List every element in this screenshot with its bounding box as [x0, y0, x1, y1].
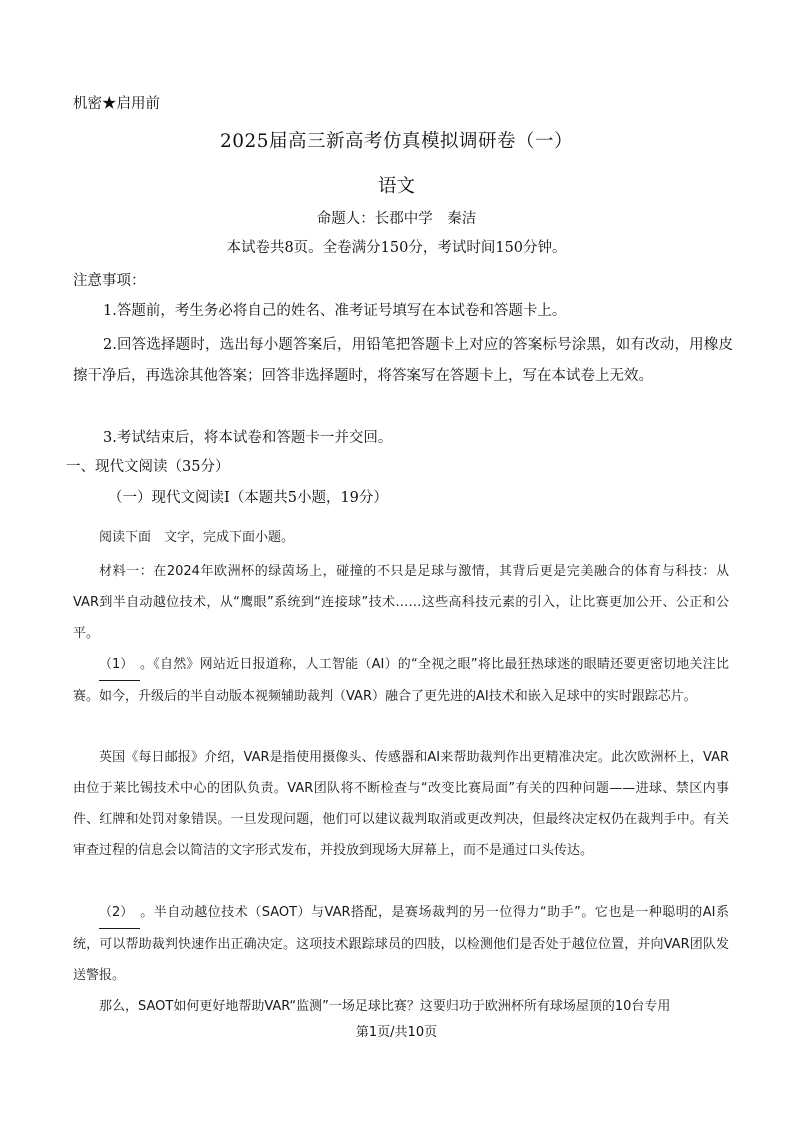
- passage-paragraph-5: 那么，SAOT如何更好地帮助VAR“监测”一场足球比赛？这要归功于欧洲杯所有球场屋顶的10台专用: [99, 999, 671, 1014]
- fill-blank-1: （1）: [99, 649, 140, 681]
- exam-title: 2025届高三新高考仿真模拟调研卷（一）: [219, 131, 574, 152]
- page-number: 第1页/共10页: [355, 1025, 438, 1040]
- author-line: 命题人：长郡中学 秦洁: [316, 211, 477, 227]
- section-heading: 一、现代文阅读（35分）: [66, 459, 230, 475]
- passage-paragraph-3: 英国《每日邮报》介绍，VAR是指使用摄像头、传感器和AI来帮助裁判作出更精准决定。此次欧洲杯上，VAR由位于莱比锡技术中心的团队负责。VAR团队将不断检查与“改变比赛局面”有关的四种问题——进球、禁区内事件、红牌和处罚对象错误。一旦发现问题，他们可以建议裁判取消或更改判决，但最终决定权仍在裁判手中。有关审查过程的信息会以简洁的文字形式发布，并投放到现场大屏幕上，而不是通过口头传达。: [73, 750, 729, 858]
- paragraph-2-text: 。《自然》网站近日报道称，人工智能（AI）的“全视之眼”将比最狂热球迷的眼睛还要更密切地关注比赛。如今，升级后的半自动版本视频辅助裁判（VAR）融合了更先进的AI技术和嵌入足球中的实时跟踪芯片。: [73, 657, 729, 704]
- notice-heading: 注意事项：: [73, 273, 146, 289]
- passage-paragraph-1: 材料一：在2024年欧洲杯的绿茵场上，碰撞的不只是足球与激情，其背后更是完美融合的体育与科技：从VAR到半自动越位技术，从“鹰眼”系统到“连接球”技术……这些高科技元素的引入，让比赛更加公开、公正和公平。: [73, 564, 729, 641]
- notice-item-1: 1.答题前，考生务必将自己的姓名、准考证号填写在本试卷和答题卡上。: [103, 303, 567, 319]
- secret-mark: 机密★启用前: [73, 96, 160, 112]
- subject-title: 语文: [377, 176, 415, 197]
- passage-paragraph-4: [73, 897, 729, 991]
- passage-intro: 阅读下面 文字，完成下面小题。: [99, 530, 295, 545]
- paragraph-4-text: 。半自动越位技术（SAOT）与VAR搭配，是赛场裁判的另一位得力“助手”。它也是一种聪明的AI系统，可以帮助裁判快速作出正确决定。这项技术跟踪球员的四肢，以检测他们是否处于越位位置，并向VAR团队发送警报。: [73, 905, 729, 983]
- fill-blank-2: （2）: [99, 897, 140, 929]
- notice-item-2: 2.回答选择题时，选出每小题答案后，用铅笔把答题卡上对应的答案标号涂黑，如有改动，用橡皮擦干净后，再选涂其他答案；回答非选择题时，将答案写在答题卡上，写在本试卷上无效。: [73, 337, 733, 384]
- subsection-heading: （一）现代文阅读Ⅰ（本题共5小题，19分）: [108, 490, 388, 506]
- notice-item-3: 3.考试结束后，将本试卷和答题卡一并交回。: [103, 430, 393, 446]
- passage-paragraph-2: [73, 649, 729, 712]
- exam-info: 本试卷共8页。全卷满分150分，考试时间150分钟。: [226, 240, 567, 256]
